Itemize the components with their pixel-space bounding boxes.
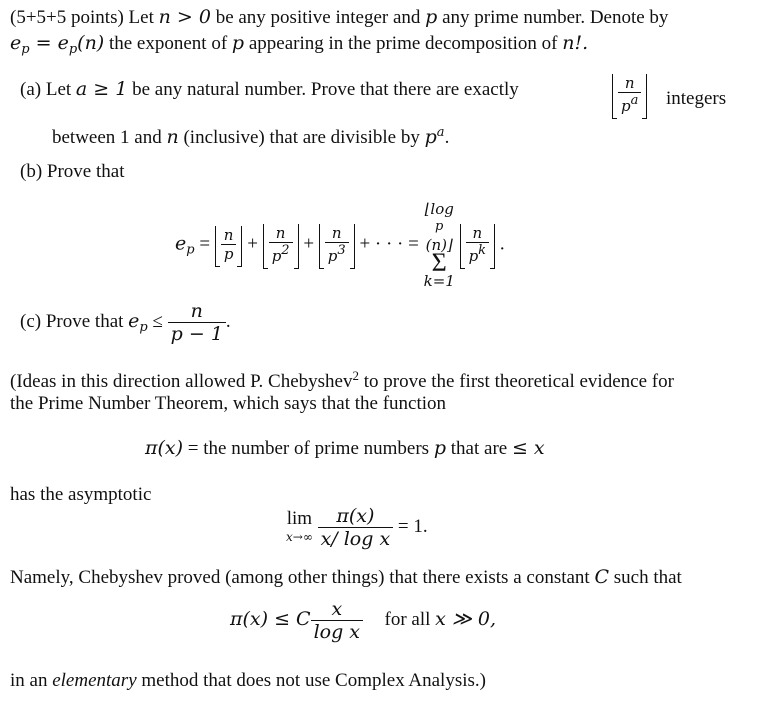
math-sub-p: p bbox=[68, 42, 78, 57]
frac-denominator: x/ log x bbox=[318, 527, 394, 550]
math-eq: = bbox=[199, 233, 211, 255]
part-a-text: integers bbox=[666, 88, 727, 109]
math-eq: = bbox=[183, 438, 204, 459]
part-b-text: (b) Prove that bbox=[20, 161, 125, 182]
frac-denominator: p bbox=[621, 97, 631, 115]
frac-numerator: x bbox=[331, 598, 343, 620]
math-C: C bbox=[594, 566, 610, 588]
math-sub-p: p bbox=[21, 42, 30, 57]
part-a-line-2 bbox=[52, 125, 449, 149]
math-e: e bbox=[175, 232, 187, 255]
part-a-line-1 bbox=[20, 78, 519, 101]
frac-denominator: p − 1 bbox=[168, 322, 226, 345]
remark-text: in an bbox=[10, 670, 53, 691]
part-a-floor-frac bbox=[612, 72, 647, 119]
frac-den-sup: a bbox=[630, 93, 639, 108]
math-n-factorial: n!. bbox=[562, 32, 589, 54]
chebyshev-inequality bbox=[230, 598, 496, 643]
math-eq-one: = 1. bbox=[397, 515, 428, 537]
emphasis-text: elementary bbox=[52, 670, 137, 691]
frac-numerator: n bbox=[190, 300, 203, 322]
limit-formula bbox=[286, 505, 428, 550]
remark-text: for all bbox=[384, 608, 436, 630]
part-a-text: be any natural number. Prove that there are exactly bbox=[127, 79, 519, 100]
frac-numerator: n bbox=[223, 225, 234, 244]
frac-numerator: n bbox=[624, 74, 635, 92]
math-le: ≤ bbox=[147, 310, 168, 332]
sum-upper: (n)⌋ bbox=[425, 236, 453, 254]
sum-lower: k=1 bbox=[423, 272, 455, 290]
intro-line-2 bbox=[10, 32, 588, 57]
remark-text: the Prime Number Theorem, which says that the function bbox=[10, 393, 447, 414]
intro-text: be any positive integer and bbox=[210, 7, 426, 28]
frac-denominator: p bbox=[327, 246, 338, 265]
part-b-equation bbox=[175, 200, 505, 290]
frac-denominator: p bbox=[221, 244, 237, 263]
part-a-text: between 1 and bbox=[52, 127, 167, 148]
math-e: e bbox=[128, 309, 140, 332]
remark-text: (Ideas in this direction allowed P. Chebyshev bbox=[10, 371, 353, 392]
namely-line bbox=[10, 566, 682, 589]
frac-denominator: log x bbox=[311, 620, 363, 643]
frac-denominator: p bbox=[271, 246, 282, 265]
asymptotic-label bbox=[10, 484, 151, 506]
part-c bbox=[20, 300, 231, 345]
frac-numerator: n bbox=[331, 223, 342, 242]
sum-upper-sub: p bbox=[435, 219, 444, 234]
math-n-paren: (n) bbox=[77, 32, 105, 54]
intro-text: appearing in the prime decomposition of bbox=[244, 33, 563, 54]
lim-symbol: lim bbox=[286, 507, 313, 529]
math-n-gt-0: n > 0 bbox=[158, 6, 211, 28]
math-le-x: ≤ x bbox=[511, 437, 545, 459]
remark-text: the number of prime numbers bbox=[203, 438, 434, 459]
frac-numerator: n bbox=[472, 223, 483, 242]
part-c-text: (c) Prove that bbox=[20, 310, 129, 332]
intro-text: the exponent of bbox=[104, 33, 232, 54]
frac-den-sup: 3 bbox=[337, 242, 346, 258]
remark-text: such that bbox=[609, 567, 682, 588]
remark-text: has the asymptotic bbox=[10, 484, 152, 505]
math-n: n bbox=[166, 126, 179, 148]
math-dots: + · · · = bbox=[359, 233, 419, 255]
remark-text: that are bbox=[446, 438, 512, 459]
sigma-symbol: Σ bbox=[431, 248, 447, 277]
frac-numerator: n bbox=[275, 223, 286, 242]
frac-denominator: p bbox=[468, 246, 479, 265]
lim-subscript: x→∞ bbox=[286, 529, 313, 544]
part-a-text: (a) Let bbox=[20, 79, 76, 100]
math-sup-a: a bbox=[436, 125, 445, 140]
math-eq-e: = e bbox=[29, 32, 69, 54]
math-period: . bbox=[225, 310, 231, 332]
math-sub-p: p bbox=[186, 242, 195, 258]
math-period: . bbox=[499, 233, 505, 255]
frac-numerator: π(x) bbox=[336, 505, 375, 527]
footnote-marker: 2 bbox=[352, 368, 359, 383]
intro-text: (5+5+5 points) Let bbox=[10, 7, 159, 28]
sum-upper: ⌊log bbox=[424, 200, 454, 218]
intro-text: any prime number. Denote by bbox=[437, 7, 669, 28]
remark-line-2 bbox=[10, 393, 446, 415]
math-pi-le-C: π(x) ≤ C bbox=[230, 607, 311, 630]
intro-line-1 bbox=[10, 6, 668, 29]
math-p: p bbox=[424, 126, 437, 148]
math-p: p bbox=[425, 6, 438, 28]
math-pi-x: π(x) bbox=[145, 437, 184, 459]
math-p: p bbox=[231, 32, 245, 54]
math-e: e bbox=[10, 32, 22, 54]
remark-text: Namely, Chebyshev proved (among other things) that there exists a constant bbox=[10, 567, 595, 588]
part-a-text: (inclusive) that are divisible by bbox=[178, 127, 425, 148]
math-a-ge-1: a ≥ 1 bbox=[75, 78, 128, 100]
remark-text: to prove the first theoretical evidence for bbox=[358, 371, 674, 392]
math-plus: + bbox=[303, 233, 315, 255]
pi-definition bbox=[145, 437, 545, 460]
remark-line-1 bbox=[10, 368, 674, 393]
part-b-label bbox=[20, 161, 124, 183]
part-a-text: . bbox=[444, 127, 450, 148]
part-a-integers bbox=[666, 88, 726, 110]
math-sub-p: p bbox=[139, 319, 148, 335]
remark-text: method that does not use Complex Analysis.) bbox=[136, 670, 486, 691]
math-p: p bbox=[433, 437, 447, 459]
math-x-gg-0: x ≫ 0, bbox=[435, 607, 496, 630]
frac-den-sup: 2 bbox=[281, 242, 290, 258]
frac-den-sup: k bbox=[478, 242, 487, 258]
final-line bbox=[10, 670, 486, 692]
math-plus: + bbox=[247, 233, 258, 255]
